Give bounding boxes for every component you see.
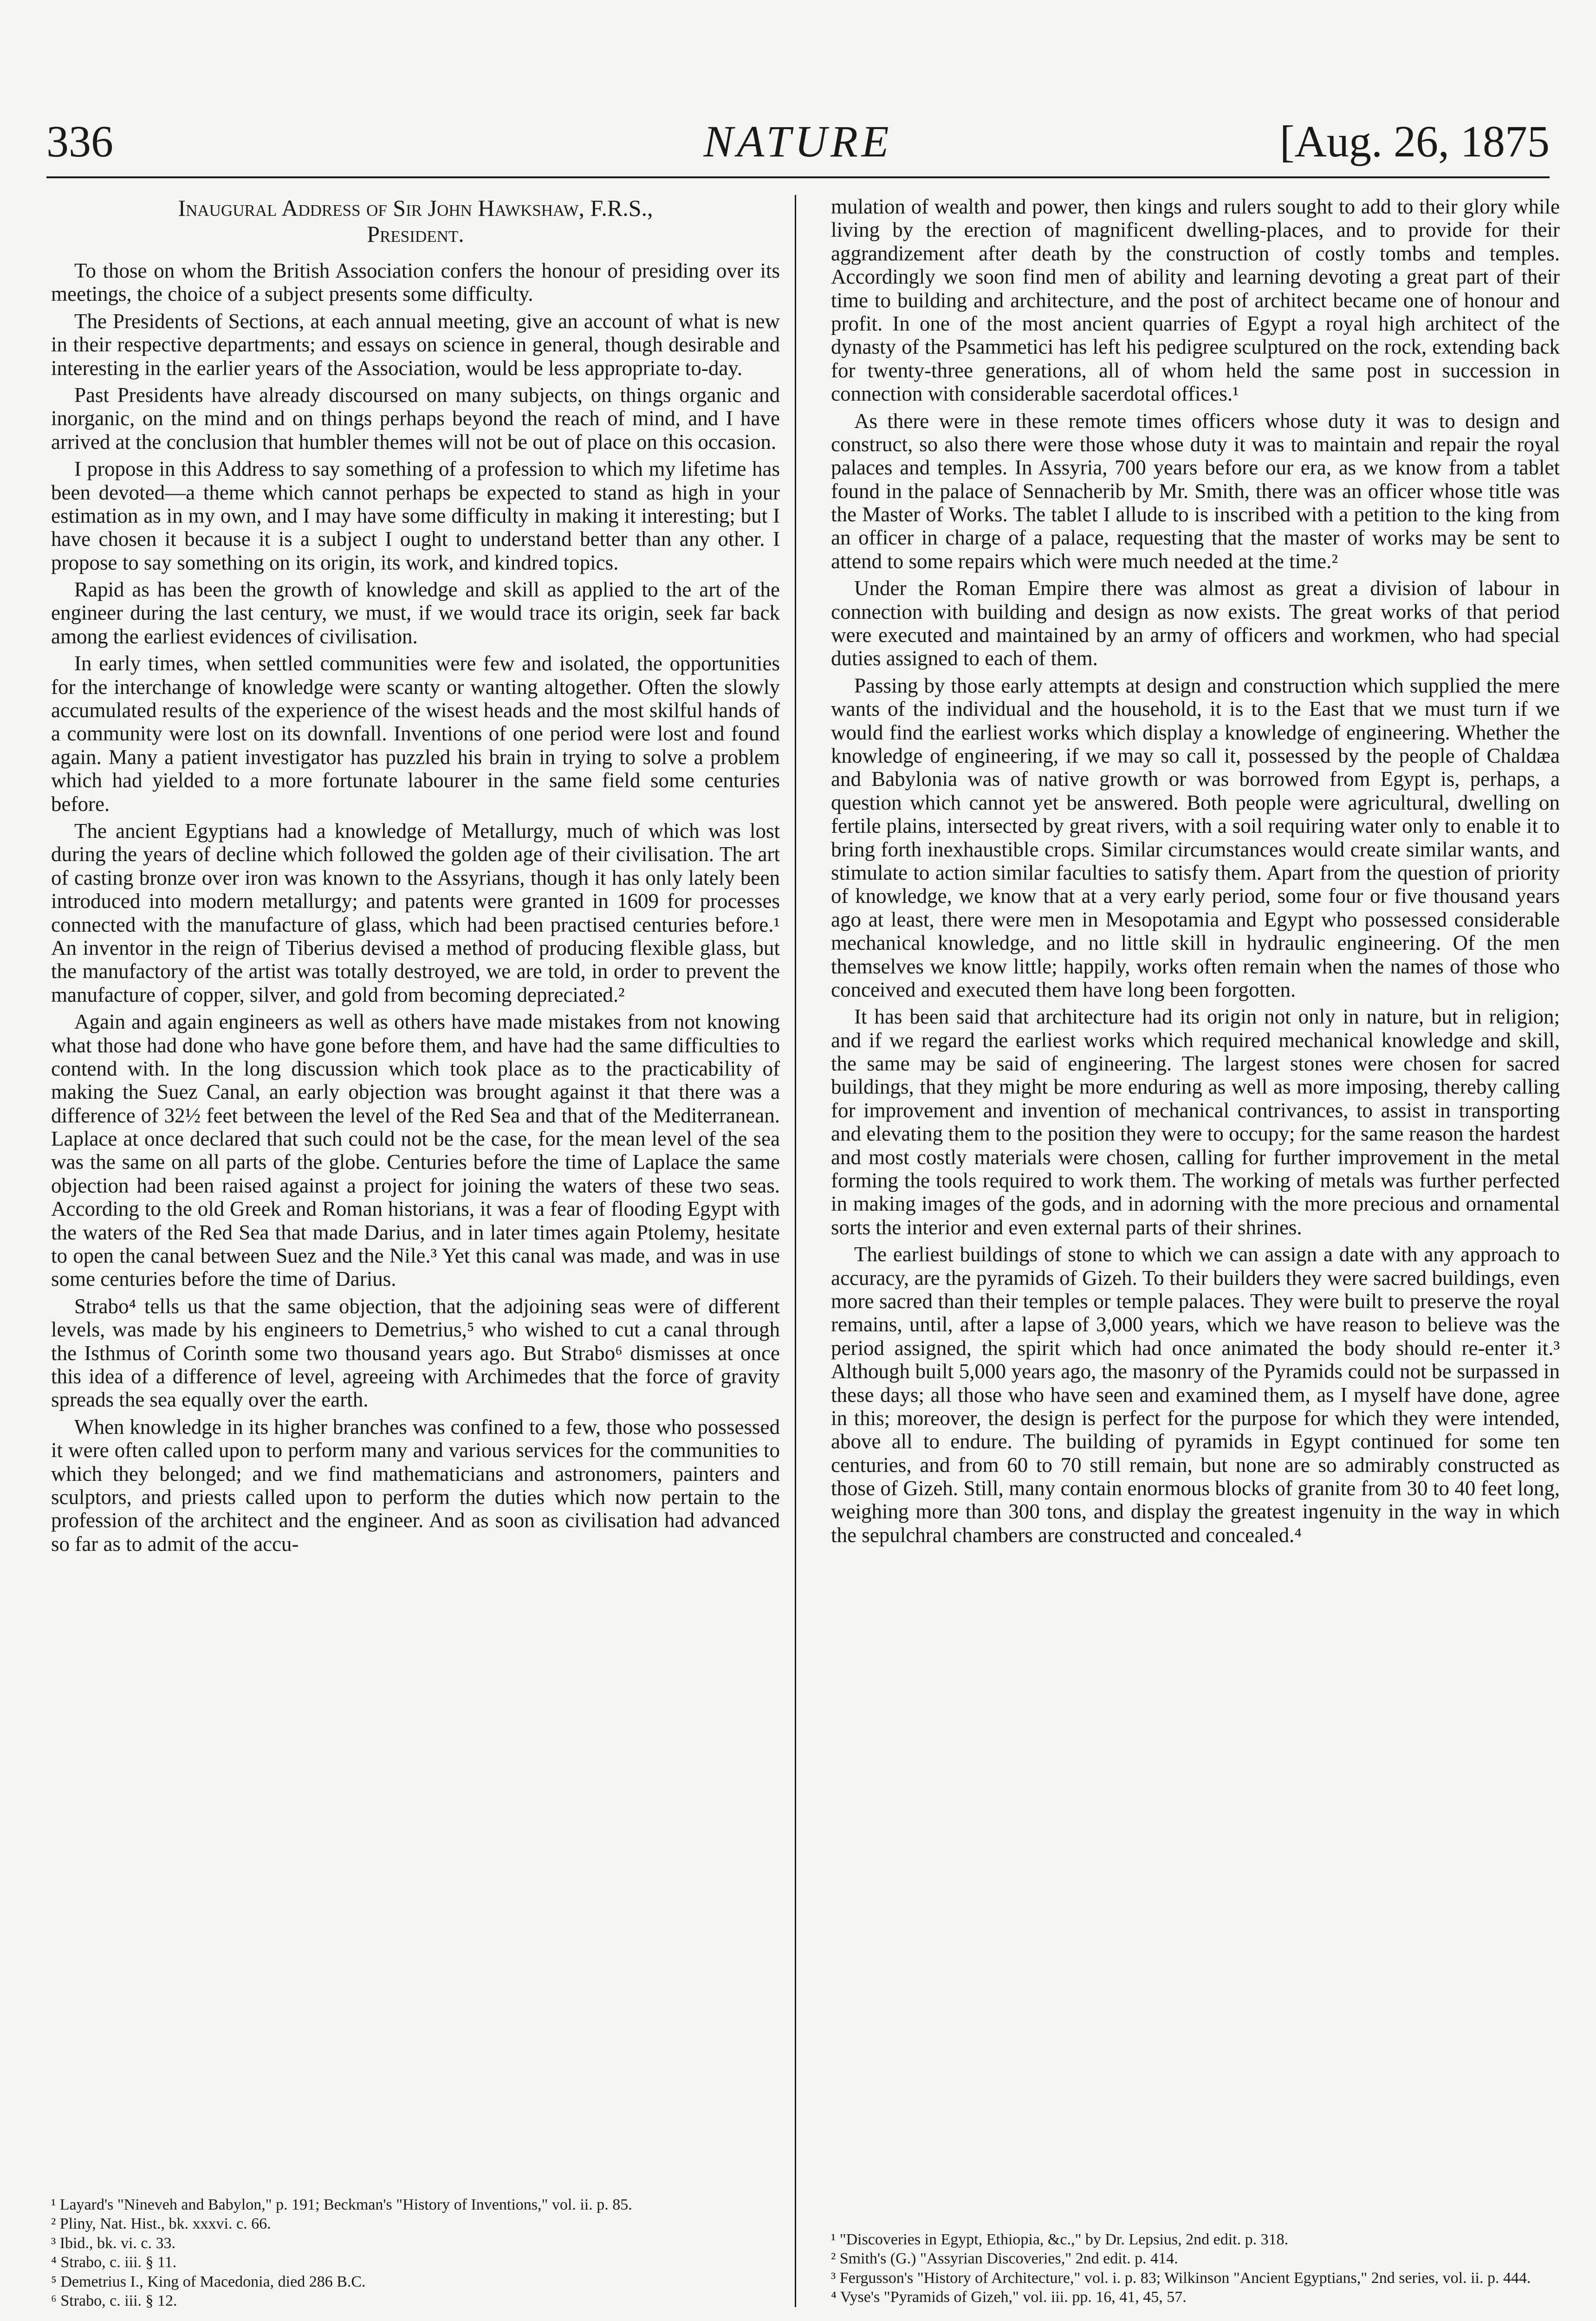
right-footnotes bbox=[831, 2230, 1560, 2308]
footnote: ² Smith's (G.) "Assyrian Discoveries," 2nd edit. p. 414. bbox=[831, 2250, 1178, 2268]
footnote: ³ Ibid., bk. vi. c. 33. bbox=[51, 2234, 175, 2252]
footnote: ¹ "Discoveries in Egypt, Ethiopia, &c.," by Dr. Lepsius, 2nd edit. p. 318. bbox=[831, 2231, 1289, 2248]
paragraph: Strabo⁴ tells us that the same objection, that the adjoining seas were of different levels, was made by his engineers to Demetrius,⁵ who wished to cut a canal through the Isthmus of Corinth some two thousand years ago. But Strabo⁶ dismisses at once this idea of a difference of level, agreeing with Archimedes that the force of gravity spreads the sea equally over the earth. bbox=[51, 1294, 780, 1412]
footnote: ⁶ Strabo, c. iii. § 12. bbox=[51, 2292, 177, 2310]
footnote: ⁵ Demetrius I., King of Macedonia, died 286 B.C. bbox=[51, 2273, 366, 2290]
paragraph: The ancient Egyptians had a knowledge of Metallurgy, much of which was lost during the years of decline which followed the golden age of their civilisation. The art of casting bronze over iron was known to the Assyrians, though it has only lately been introduced into modern metallurgy; and patents were granted in 1609 for processes connected with the manufacture of glass, which had been practised centuries before.¹ An inventor in the reign of Tiberius devised a method of producing flexible glass, but the manufactory of the artist was totally destroyed, we are told, in order to prevent the manufacture of copper, silver, and gold from becoming depreciated.² bbox=[51, 819, 780, 1006]
column-divider bbox=[795, 195, 796, 2307]
paragraph: As there were in these remote times officers whose duty it was to design and construct, so also there were those whose duty it was to maintain and repair the royal palaces and temples. In Assyria, 700 years before our era, as we know from a tablet found in the palace of Sennacherib by Mr. Smith, there was an officer whose title was the Master of Works. The tablet I allude to is inscribed with a petition to the king from an officer in charge of a palace, requesting that the master of works may be sent to attend to some repairs which were much needed at the time.² bbox=[831, 409, 1560, 573]
right-column bbox=[831, 195, 1560, 2230]
footnote: ⁴ Vyse's "Pyramids of Gizeh," vol. iii. pp. 16, 41, 45, 57. bbox=[831, 2289, 1187, 2306]
paragraph: To those on whom the British Association confers the honour of presiding over its meetings, the choice of a subject presents some difficulty. bbox=[51, 259, 780, 306]
journal-title: NATURE bbox=[703, 117, 893, 166]
paragraph: The Presidents of Sections, at each annual meeting, give an account of what is new in their respective departments; and essays on science in general, though desirable and interesting in the earlier years of the Association, would be less appropriate to-day. bbox=[51, 309, 780, 380]
paragraph: It has been said that architecture had its origin not only in nature, but in religion; and if we regard the earliest works which required mechanical knowledge and skill, the same may be said of engineering. The largest stones were chosen for sacred buildings, that they might be more enduring as well as more imposing, thereby calling for improvement and invention of mechanical contrivances, to assist in transporting and elevating them to the position they were to occupy; for the same reason the hardest and most costly materials were chosen, calling for further improvement in the metal forming the tools required to work them. The working of metals was further perfected in making images of the gods, and in adorning with the more precious and ornamental sorts the interior and even external parts of their shrines. bbox=[831, 1005, 1560, 1239]
paragraph: Again and again engineers as well as others have made mistakes from not knowing what those had done who have gone before them, and have had the same difficulties to contend with. In the long discussion which took place as to the practicability of making the Suez Canal, an early objection was brought against it that there was a difference of 32½ feet between the level of the Red Sea and that of the Mediterranean. Laplace at once declared that such could not be the case, for the mean level of the sea was the same on all parts of the globe. Centuries before the time of Laplace the same objection had been raised against a project for joining the waters of these two seas. According to the old Greek and Roman historians, it was a fear of flooding Egypt with the waters of the Red Sea that made Darius, and in later times again Ptolemy, hesitate to open the canal between Suez and the Nile.³ Yet this canal was made, and was in use some centuries before the time of Darius. bbox=[51, 1010, 780, 1291]
footnote: ³ Fergusson's "History of Architecture," vol. i. p. 83; Wilkinson "Ancient Egyptians," 2nd series, vol. ii. p. 444. bbox=[831, 2269, 1531, 2287]
heading-line-2: President. bbox=[367, 221, 464, 247]
issue-date: [Aug. 26, 1875 bbox=[1279, 117, 1550, 166]
left-footnotes bbox=[51, 2196, 780, 2311]
paragraph: In early times, when settled communities were few and isolated, the opportunities for the interchange of knowledge were scanty or wanting altogether. Often the slowly accumulated results of the experience of the wisest heads and the most skilful hands of a community were lost on its downfall. Inventions of one period were lost and found again. Many a patient investigator has puzzled his brain in trying to solve a problem which had yielded to a more fortunate labourer in the same field some centuries before. bbox=[51, 652, 780, 816]
left-column bbox=[51, 195, 780, 2186]
page-header bbox=[46, 116, 1550, 178]
paragraph: I propose in this Address to say something of a profession to which my lifetime has been devoted—a theme which cannot perhaps be expected to stand as high in your estimation as in my own, and I may have some difficulty in making it interesting; but I have chosen it because it is a subject I ought to understand better than any other. I propose to say something on its origin, its work, and kindred topics. bbox=[51, 457, 780, 574]
page-number: 336 bbox=[46, 117, 113, 166]
paragraph: The earliest buildings of stone to which we can assign a date with any approach to accuracy, are the pyramids of Gizeh. To their builders they were sacred buildings, even more sacred than their temples or temple palaces. They were built to preserve the royal remains, until, after a lapse of 3,000 years, which we have reason to believe was the period assigned, the spirit which had once animated the body should re-enter it.³ Although built 5,000 years ago, the masonry of the Pyramids could not be surpassed in these days; all those who have seen and examined them, as I myself have done, agree in this; moreover, the design is perfect for the purpose for which they were intended, above all to endure. The building of pyramids in Egypt continued for some ten centuries, and from 60 to 70 still remain, but none are so admirably constructed as those of Gizeh. Still, many contain enormous blocks of granite from 30 to 40 feet long, weighing more than 300 tons, and display the greatest ingenuity in the way in which the sepulchral chambers are constructed and concealed.⁴ bbox=[831, 1243, 1560, 1547]
paragraph: Passing by those early attempts at design and construction which supplied the mere wants of the individual and the household, it is to the East that we must turn if we would find the earliest works which display a knowledge of engineering. Whether the knowledge of engineering, if we may so call it, possessed by the people of Chaldæa and Babylonia was of native growth or was borrowed from Egypt is, perhaps, a question which cannot yet be answered. Both people were agricultural, dwelling on fertile plains, intersected by great rivers, with a soil requiring water only to enable it to bring forth inexhaustible crops. Similar circumstances would create similar wants, and stimulate to action similar faculties to satisfy them. Apart from the question of priority of knowledge, we know that at a very early period, some four or five thousand years ago at least, there were men in Mesopotamia and Egypt who possessed considerable mechanical knowledge, and no little skill in hydraulic engineering. Of the men themselves we know little; happily, works often remain when the names of those who conceived and executed them have long been forgotten. bbox=[831, 674, 1560, 1001]
paragraph: Rapid as has been the growth of knowledge and skill as applied to the art of the engineer during the last century, we must, if we would trace its origin, seek far back among the earliest evidences of civilisation. bbox=[51, 578, 780, 648]
paragraph: mulation of wealth and power, then kings and rulers sought to add to their glory while living by the erection of magnificent dwelling-places, and to provide for their aggrandizement after death by the construction of costly tombs and temples. Accordingly we soon find men of ability and learning devoting a great part of their time to building and architecture, and the post of architect became one of honour and profit. In one of the most ancient quarries of Egypt a royal high architect of the dynasty of the Psammetici has left his pedigree sculptured on the rock, extending back for twenty-three generations, all of whom held the same post in succession in connection with considerable sacerdotal offices.¹ bbox=[831, 195, 1560, 406]
footnote: ² Pliny, Nat. Hist., bk. xxxvi. c. 66. bbox=[51, 2215, 271, 2233]
paragraph: Under the Roman Empire there was almost as great a division of labour in connection with building and design as now exists. The great works of that period were executed and maintained by an army of officers and workmen, who had special duties assigned to each of them. bbox=[831, 577, 1560, 670]
paragraph: When knowledge in its higher branches was confined to a few, those who possessed it were often called upon to perform many and various services for the communities to which they belonged; and we find mathematicians and astronomers, painters and sculptors, and priests called upon to perform the duties which now pertain to the profession of the architect and the engineer. And as soon as civilisation had advanced so far as to admit of the accu- bbox=[51, 1415, 780, 1556]
article-heading bbox=[51, 195, 780, 247]
footnote: ⁴ Strabo, c. iii. § 11. bbox=[51, 2254, 177, 2271]
heading-line-1: Inaugural Address of Sir John Hawkshaw, F.R.S., bbox=[178, 195, 653, 221]
paragraph: Past Presidents have already discoursed on many subjects, on things organic and inorganic, on the mind and on things perhaps beyond the reach of mind, and I have arrived at the conclusion that humbler themes will not be out of place on this occasion. bbox=[51, 383, 780, 454]
footnote: ¹ Layard's "Nineveh and Babylon," p. 191; Beckman's "History of Inventions," vol. ii. p. 85. bbox=[51, 2196, 632, 2213]
